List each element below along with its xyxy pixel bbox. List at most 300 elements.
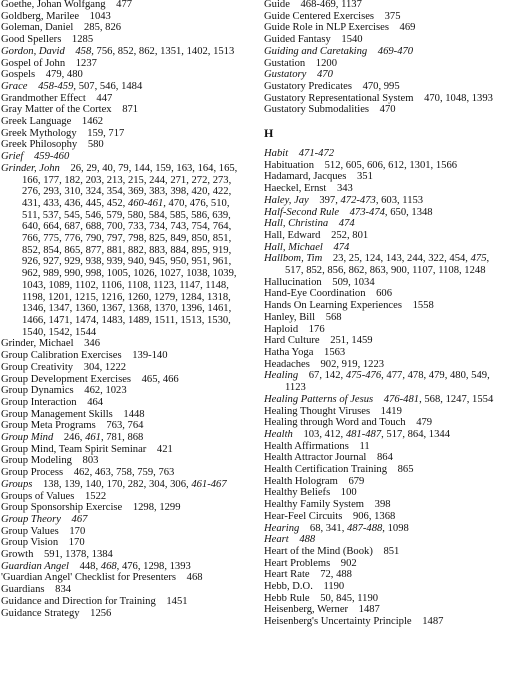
page-reference: 470 [379,104,396,116]
term-page-separator [299,523,310,534]
term-page-separator [176,572,187,583]
index-entry [1,69,248,81]
index-term: Hall, Christina [264,218,329,230]
term-page-separator [33,549,44,560]
page-reference: 509, 1034 [332,276,375,288]
index-term: Group Management Skills [1,408,113,420]
index-entry [264,324,504,336]
index-term: 'Guardian Angel' Checklist for Presenters [1,572,177,584]
term-page-separator [74,491,85,502]
page-reference: 170 [68,537,85,549]
index-entry [264,593,504,605]
term-page-separator [63,467,74,478]
page-reference: 11 [359,440,370,452]
term-page-separator [298,324,309,335]
index-entry [264,546,504,558]
term-page-separator [346,171,357,182]
index-term: Guide Centered Exercises [264,10,375,22]
term-page-separator [72,455,83,466]
term-page-separator [113,409,124,420]
index-entry [1,608,248,620]
term-page-separator [288,148,299,159]
term-page-separator [373,546,384,557]
page-reference: , 781, 868 [100,432,144,444]
page-reference: 421 [156,443,173,455]
page-reference: 1487 [358,604,380,616]
index-entry [264,218,504,230]
page-reference: 906, 1368 [352,510,396,522]
index-term: Gustatory Submodalities [264,104,370,116]
index-entry [264,148,504,160]
page-reference: 1043 [89,10,111,22]
page-reference: 591, 1378, 1384 [43,549,113,561]
page-reference: 468-469, 1137 [300,0,362,10]
page-reference: 398 [374,499,391,511]
index-entry [264,569,504,581]
index-entry [264,81,504,93]
index-term: Gordon, David [1,45,65,57]
page-reference: 763, 764 [106,420,144,432]
index-entry [264,464,504,476]
index-term: Healthy Family System [264,499,365,511]
index-term: Groups of Values [1,490,75,502]
index-term: Health Attractor Journal [264,452,367,464]
term-page-separator [330,558,341,569]
index-entry [264,312,504,324]
term-page-separator [349,441,360,452]
term-page-separator [79,11,90,22]
page-reference: 461 [85,432,101,444]
index-entry [264,288,504,300]
index-term: Health Hologram [264,475,338,487]
index-entry [264,183,504,195]
term-page-separator [331,34,342,45]
term-page-separator [373,394,384,405]
index-entry [264,370,504,393]
index-column-right [264,0,504,628]
page-reference: 902, 919, 1223 [320,358,385,370]
index-entry [264,523,504,535]
term-page-separator [77,139,88,150]
term-page-separator [320,230,331,241]
page-reference: 1200 [315,57,337,69]
page-reference: 1522 [84,490,107,502]
index-term: Hanley, Bill [264,311,316,323]
index-entry [264,171,504,183]
index-entry [1,22,248,34]
index-entry [1,338,248,350]
index-entry [264,581,504,593]
index-entry [1,561,248,573]
page-reference: , 470, 476, 510, 511, 537, 545, 546, 579, 580, 584, 585, 586, 639, 640, 664, 687, 688, 700, 733, 734, 743, 754, 764, 766, 775, 776, 790, 797, 798, 825, 849, 850, 851, 852, 854, 865, 877, 881, 882, 883, 884, 895, 919, 926, 927, 929, 938, 939, 940, 945, 950, 951, 961, 962, 989, 990, 998, 1005, 1026, 1027, 1038, 1039, 1043, 1089, 1102, 1106, 1108, 1123, 1147, 1148, 1198, 1201, 1215, 1216, 1260, 1279, 1284, 1318, 1346, 1347, 1360, 1367, 1368, 1370, 1396, 1461, 1466, 1471, 1474, 1483, 1489, 1511, 1513, 1530, 1540, 1542, 1544 [22,197,237,338]
index-term: Health Certification Training [264,464,387,476]
index-entry [1,467,248,479]
term-page-separator [413,93,424,104]
page-reference: 467 [71,513,88,525]
index-term: Half-Second Rule [264,206,340,218]
term-page-separator [412,616,423,627]
page-reference: 864 [376,452,393,464]
term-page-separator [77,128,88,139]
index-term: Grinder, Michael [1,338,74,350]
index-term: Group Process [1,467,64,479]
term-page-separator [146,444,157,455]
index-term: Gustatory Predicates [264,80,352,92]
term-page-separator [305,58,316,69]
index-entry [264,487,504,499]
page-reference: 252, 801 [331,229,369,241]
term-page-separator [69,561,80,572]
term-page-separator [364,499,375,510]
index-entry [264,34,504,46]
index-term: Grief [1,151,24,163]
index-entry [264,253,504,276]
index-term: Hand-Eye Coordination [264,288,366,300]
page-reference: 461-467 [191,478,227,490]
term-page-separator [366,288,377,299]
page-reference: 462, 463, 758, 759, 763 [73,467,175,479]
index-entry [264,511,504,523]
page-reference: 138, 139, 140, 170, 282, 304, 306, [43,478,192,490]
index-entry [1,444,248,456]
page-reference: 1237 [75,57,97,69]
term-page-separator [313,347,324,358]
index-entry [264,499,504,511]
index-entry [264,604,504,616]
term-page-separator [59,526,70,537]
term-page-separator [32,479,43,490]
index-entry [1,11,248,23]
page-reference: 458-459 [38,80,74,92]
index-term: Guide Role in NLP Exercises [264,22,389,34]
index-entry [1,514,248,526]
page-reference: 448, [79,560,101,572]
page-reference: 304, 1222 [83,361,127,373]
term-page-separator [73,362,84,373]
index-entry [264,58,504,70]
index-term: Healing Patterns of Jesus [264,393,374,405]
page-reference: 834 [55,584,72,596]
page-reference: 1462 [81,116,104,128]
page-reference: 865 [397,464,414,476]
index-term: Hearing [264,522,300,534]
index-entry [264,11,504,23]
page-reference: 476-481 [383,393,420,405]
term-page-separator [322,253,333,264]
index-term: Group Dynamics [1,385,74,397]
term-page-separator [315,312,326,323]
section-gap [264,116,504,126]
term-page-separator [298,370,309,381]
index-term: Group Mind [1,432,54,444]
index-term: Heart [264,534,289,546]
page-reference: 479 [416,417,433,429]
page-reference: 397, [319,194,341,206]
index-entry [264,558,504,570]
index-entry [1,537,248,549]
index-term: Haley, Jay [264,194,309,206]
index-term: Hebb, D.O. [264,581,313,593]
page-reference: 475-476 [345,370,382,382]
index-entry [264,160,504,172]
term-page-separator [112,104,123,115]
index-term: Group Vision [1,537,59,549]
index-entry [264,417,504,429]
index-entry [264,616,504,628]
term-page-separator [306,69,317,80]
index-entry [264,300,504,312]
term-page-separator [71,116,82,127]
index-entry [1,374,248,386]
page-reference: 679 [348,475,365,487]
term-page-separator [370,406,381,417]
index-term: Group Development Exercises [1,373,132,385]
page-reference: 1298, 1299 [132,502,181,514]
term-page-separator [328,218,339,229]
index-entry [264,277,504,289]
page-reference: 1448 [123,408,145,420]
page-reference: 472-473 [340,194,376,206]
index-entry [264,207,504,219]
term-page-separator [86,93,97,104]
term-page-separator [313,581,324,592]
index-term: Hear-Feel Circuits [264,510,343,522]
index-term: Hallbom, Tim [264,253,323,265]
index-term: Healthy Beliefs [264,487,331,499]
page-reference: 474 [338,218,355,230]
page-reference: 1563 [324,346,346,358]
page-reference: 477 [116,0,133,10]
index-column-left [1,0,248,619]
index-term: Heart of the Mind (Book) [264,545,373,557]
term-page-separator [310,569,321,580]
index-term: Growth [1,549,34,561]
index-term: Group Interaction [1,396,77,408]
index-term: Heart Rate [264,569,310,581]
index-term: Goleman, Daniel [1,22,74,34]
term-page-separator [352,81,363,92]
page-reference: 1558 [412,300,434,312]
page-reference: 471-472 [298,148,335,160]
page-reference: 447 [96,92,113,104]
term-page-separator [58,537,69,548]
index-term: Hall, Edward [264,229,321,241]
page-reference: 580 [87,139,104,151]
term-page-separator [60,163,71,174]
index-term: Headaches [264,358,310,370]
index-entry [264,242,504,254]
term-page-separator [310,593,321,604]
page-reference: 159, 717 [87,127,125,139]
section-letter-heading: H [264,126,274,141]
index-entry [264,104,504,116]
index-term: Heisenberg's Uncertainty Principle [264,616,412,628]
index-entry [1,104,248,116]
page-reference: 458 [75,45,92,57]
page-reference: 871 [122,104,139,116]
term-page-separator [402,300,413,311]
term-page-separator [61,34,72,45]
index-entry [264,93,504,105]
page-reference: 470, 1048, 1393 [424,92,493,104]
term-page-separator [96,420,107,431]
term-page-separator [80,608,91,619]
page-reference: , 517, 864, 1344 [381,428,450,440]
page-reference: 1419 [380,405,402,417]
page-reference: 72, 488 [320,569,352,581]
page-reference: , 477, 478, 479, 480, 549, 1123 [285,370,490,394]
index-term: Hall, Michael [264,241,323,253]
index-entry [1,409,248,421]
index-term: Heart Problems [264,557,331,569]
term-page-separator [348,604,359,615]
term-page-separator [330,487,341,498]
page-reference: , 517, 852, 856, 862, 863, 900, 1107, 1108, 1248 [285,253,490,277]
index-term: Hands On Learning Experiences [264,300,402,312]
term-page-separator [77,397,88,408]
page-reference: 23, 25, 124, 143, 244, 322, 454, [332,253,471,265]
term-page-separator [73,22,84,33]
page-reference: 469 [399,22,416,34]
term-page-separator [322,277,333,288]
index-term: Group Sponsorship Exercise [1,502,123,514]
page-reference: 468 [186,572,203,584]
index-entry [1,93,248,105]
term-page-separator [74,385,85,396]
index-entry [1,420,248,432]
page-reference: 568 [325,311,342,323]
page-reference: , 603, 1153 [375,194,424,206]
index-entry [264,534,504,546]
index-term: Greek Mythology [1,127,77,139]
index-entry [1,526,248,538]
index-entry [264,441,504,453]
page-reference: 460-461 [127,197,164,209]
index-term: Gospel of John [1,57,66,69]
index-term: Haeckel, Ernst [264,183,327,195]
index-term: Groups [1,478,33,490]
index-entry [1,572,248,584]
index-term: Guardians [1,584,45,596]
term-page-separator [65,46,76,57]
page-reference: 170 [69,525,86,537]
term-page-separator [35,69,46,80]
term-page-separator [342,511,353,522]
term-page-separator [374,11,385,22]
index-term: Group Creativity [1,361,74,373]
index-entry [264,359,504,371]
index-term: Goethe, Johan Wolfgang [1,0,106,10]
index-term: Habituation [264,159,315,171]
index-entry [264,347,504,359]
index-entry [264,476,504,488]
index-entry [264,230,504,242]
page-reference: 481-487 [345,428,382,440]
page-reference: 343 [336,183,353,195]
term-page-separator [289,534,300,545]
index-entry [1,455,248,467]
index-entry [264,452,504,464]
page-reference: 465, 466 [141,373,179,385]
page-reference: , 476, 1298, 1393 [116,560,191,572]
term-page-separator [45,584,56,595]
term-page-separator [106,0,117,10]
index-term: Group Values [1,525,59,537]
term-page-separator [65,58,76,69]
index-term: Haploid [264,323,299,335]
page-reference: 459-460 [33,151,70,163]
page-reference: 475 [470,253,487,265]
index-entry [1,0,248,11]
index-entry [1,502,248,514]
page-reference: 470, 995 [362,80,400,92]
index-entry [1,128,248,140]
index-entry [1,81,248,93]
index-entry [1,479,248,491]
index-term: Goldberg, Marilee [1,10,80,22]
page-reference: , 1098 [382,522,409,534]
term-page-separator [369,104,380,115]
page-reference: 103, 412, [303,428,346,440]
index-term: Guardian Angel [1,560,69,572]
page-reference: 1256 [90,607,112,619]
term-page-separator [314,160,325,171]
term-page-separator [309,195,320,206]
term-page-separator [323,242,334,253]
page-reference: 176 [308,323,325,335]
page-reference: 1487 [422,616,444,628]
page-reference: 464 [87,396,104,408]
page-reference: , 568, 1247, 1554 [419,393,494,405]
index-term: Hebb Rule [264,592,310,604]
term-page-separator [320,335,331,346]
page-reference: 470 [316,69,333,81]
term-page-separator [389,22,400,33]
index-term: Greek Language [1,116,72,128]
index-term: Healing through Word and Touch [264,417,406,429]
term-page-separator [53,432,64,443]
page-reference: 479, 480 [45,69,83,81]
index-term: Group Meta Programs [1,420,96,432]
term-page-separator [290,0,301,10]
index-term: Guide [264,0,290,10]
term-page-separator [27,81,38,92]
page-reference: 246, [63,432,86,444]
index-term: Guided Fantasy [264,34,331,46]
index-term: Gospels [1,69,36,81]
page-reference: 606 [376,288,392,300]
index-entry [1,362,248,374]
index-entry [1,116,248,128]
index-term: Group Calibration Exercises [1,350,122,362]
page-reference: 512, 605, 606, 612, 1301, 1566 [324,159,458,171]
page-reference: 851 [383,545,400,557]
index-term: Gustatory [264,69,307,81]
index-entry [1,46,248,58]
index-term: Health Affirmations [264,440,349,452]
index-term: Gustatory Representational System [264,92,414,104]
page-reference: 67, 142, [308,370,346,382]
term-page-separator [122,502,133,513]
page-reference: 1451 [166,595,188,607]
index-entry [264,429,504,441]
index-entry [1,432,248,444]
index-term: Group Modeling [1,455,72,467]
term-page-separator [366,452,377,463]
page-reference: 487-488 [346,522,383,534]
term-page-separator [122,350,133,361]
index-entry [264,394,504,406]
